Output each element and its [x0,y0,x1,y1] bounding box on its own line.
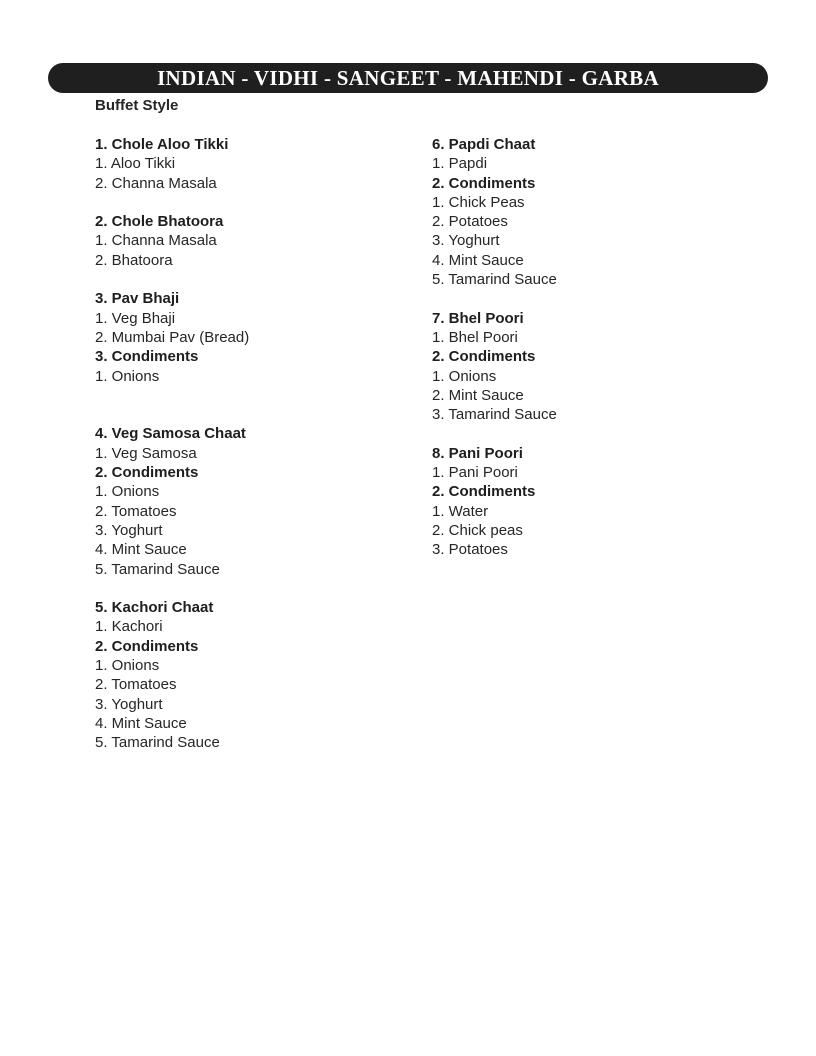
condiments-heading: 3. Condiments [95,348,199,366]
condiment-item: 5. Tamarind Sauce [95,734,220,752]
menu-item: 2. Mumbai Pav (Bread) [95,328,250,346]
condiment-item: 1. Water [432,502,489,520]
menu-item: 1. Kachori [95,618,163,636]
dish-title: 8. Pani Poori [432,444,523,462]
condiments-heading: 2. Condiments [432,348,536,366]
menu-item: 1. Veg Bhaji [95,309,176,327]
condiment-item: 4. Mint Sauce [95,714,187,732]
condiment-item: 1. Onions [95,367,160,385]
dish-title: 4. Veg Samosa Chaat [95,425,246,443]
condiment-item: 2. Tomatoes [95,502,177,520]
condiments-heading: 2. Condiments [95,637,199,655]
condiments-heading: 2. Condiments [432,174,536,192]
menu-item: 1. Papdi [432,155,488,173]
menu-item: 1. Veg Samosa [95,444,197,462]
condiment-item: 2. Mint Sauce [432,386,524,404]
menu-column-left [95,135,415,753]
condiment-item: 3. Yoghurt [95,521,163,539]
menu-item: 2. Bhatoora [95,251,173,269]
menu-item: 1. Pani Poori [432,464,518,482]
condiment-item: 3. Tamarind Sauce [432,406,557,424]
condiment-item: 5. Tamarind Sauce [95,560,220,578]
condiment-item: 3. Yoghurt [432,232,500,250]
condiment-item: 1. Onions [95,657,160,675]
condiment-item: 1. Chick Peas [432,193,525,211]
dish-title: 3. Pav Bhaji [95,290,180,308]
menu-item: 2. Channa Masala [95,174,217,192]
condiment-item: 2. Tomatoes [95,676,177,694]
dish-title: 1. Chole Aloo Tikki [95,136,229,153]
condiment-item: 1. Onions [95,483,160,501]
service-style: Buffet Style [95,97,179,114]
menu-item: 1. Bhel Poori [432,328,518,346]
condiment-item: 4. Mint Sauce [432,251,524,269]
menu-column-right [432,135,752,560]
condiments-heading: 2. Condiments [95,464,199,482]
dish-title: 6. Papdi Chaat [432,136,536,153]
page-title: INDIAN - VIDHI - SANGEET - MAHENDI - GARBA [157,65,659,90]
dish-title: 2. Chole Bhatoora [95,213,224,231]
dish-title: 5. Kachori Chaat [95,599,214,617]
title-banner [48,63,768,93]
condiment-item: 5. Tamarind Sauce [432,271,557,289]
dish-title: 7. Bhel Poori [432,309,524,327]
menu-item: 1. Aloo Tikki [95,155,176,173]
condiment-item: 4. Mint Sauce [95,541,187,559]
menu-item: 1. Channa Masala [95,232,217,250]
condiment-item: 2. Chick peas [432,521,523,539]
condiment-item: 3. Potatoes [432,541,508,559]
condiment-item: 3. Yoghurt [95,695,163,713]
condiments-heading: 2. Condiments [432,483,536,501]
condiment-item: 1. Onions [432,367,497,385]
condiment-item: 2. Potatoes [432,213,508,231]
